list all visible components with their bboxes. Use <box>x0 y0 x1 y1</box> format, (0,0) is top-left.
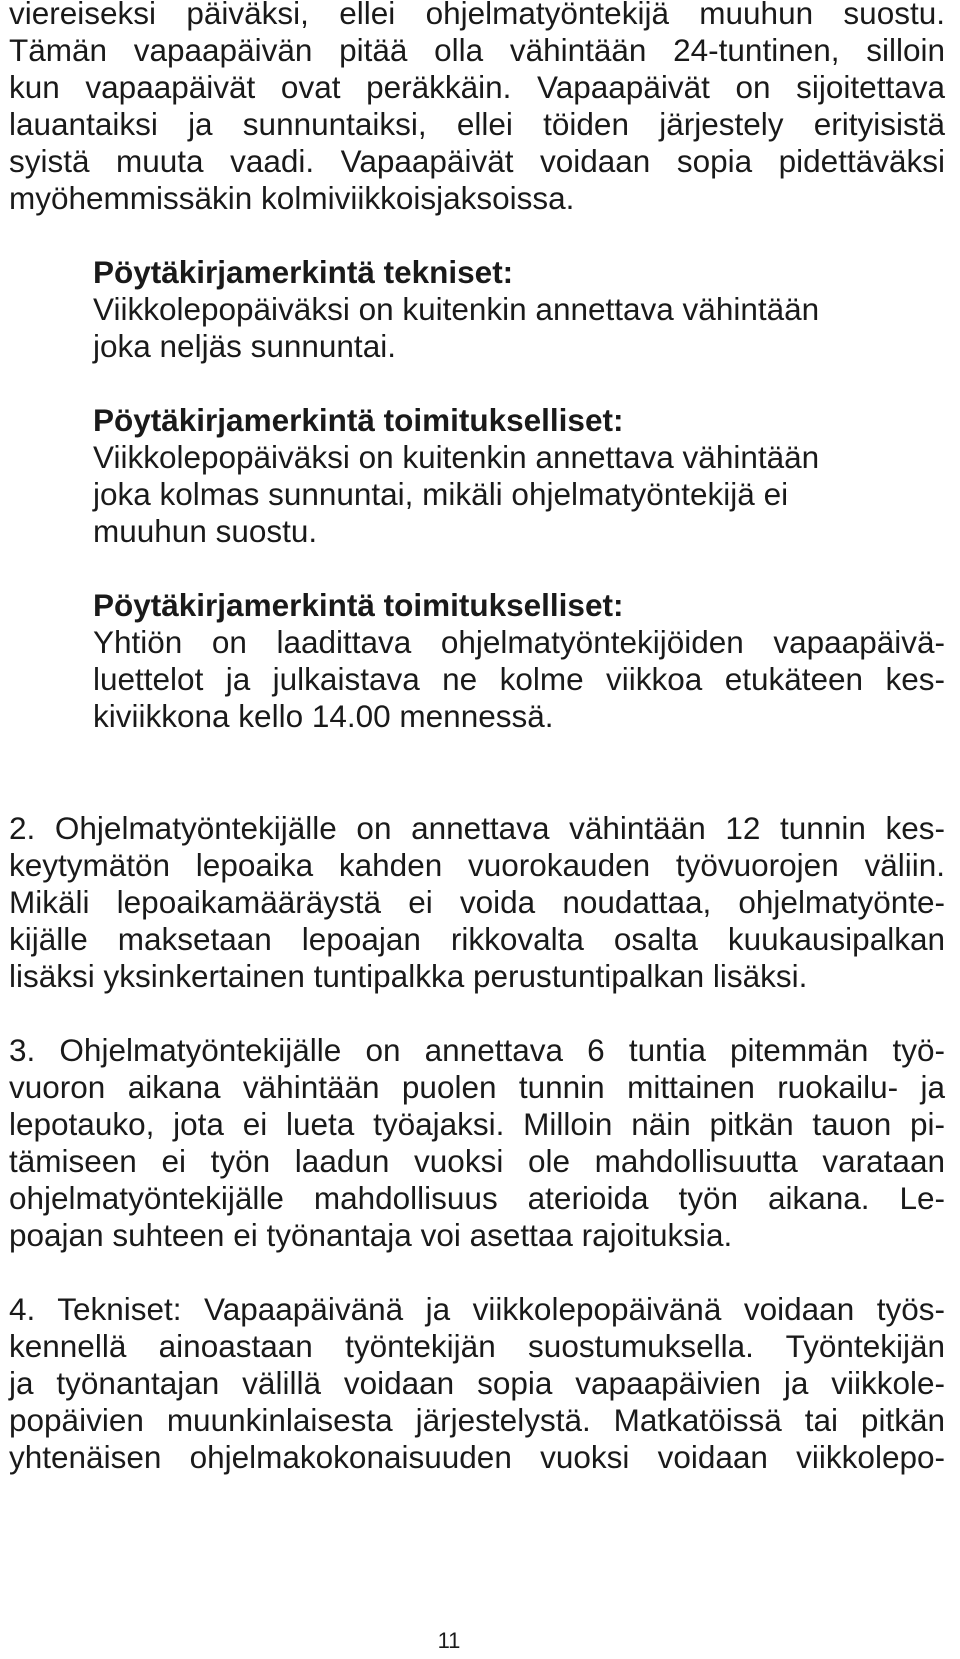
note-line: Viikkolepopäiväksi on kuitenkin annettava vähintään <box>93 291 820 327</box>
text-line: ohjelmatyöntekijälle mahdollisuus aterioida työn aikana. Le- <box>9 1180 945 1216</box>
note-line: muuhun suostu. <box>93 513 318 549</box>
note-heading: Pöytäkirjamerkintä toimitukselliset: <box>93 587 624 623</box>
page-number: 11 <box>437 1628 461 1653</box>
text-line: kennellä ainoastaan työntekijän suostumuksella. Työntekijän <box>9 1328 945 1364</box>
note-heading: Pöytäkirjamerkintä toimitukselliset: <box>93 402 624 438</box>
note-line: kiviikkona kello 14.00 mennessä. <box>93 698 554 734</box>
text-line: vuoron aikana vähintään puolen tunnin mittainen ruokailu- ja <box>9 1069 945 1105</box>
text-line: kun vapaapäivät ovat peräkkäin. Vapaapäivät on sijoitettava <box>9 69 945 105</box>
text-line: syistä muuta vaadi. Vapaapäivät voidaan sopia pidettäväksi <box>9 143 945 179</box>
text-line: yhtenäisen ohjelmakokonaisuuden vuoksi voidaan viikkolepo- <box>9 1439 945 1475</box>
text-line: 2. Ohjelmatyöntekijälle on annettava vähintään 12 tunnin kes- <box>9 810 945 846</box>
note-line: luettelot ja julkaistava ne kolme viikkoa etukäteen kes- <box>93 661 945 697</box>
text-line: myöhemmissäkin kolmiviikkoisjaksoissa. <box>9 180 575 216</box>
text-line: 3. Ohjelmatyöntekijälle on annettava 6 tuntia pitemmän työ- <box>9 1032 945 1068</box>
note-line: Yhtiön on laadittava ohjelmatyöntekijöiden vapaapäivä- <box>93 624 945 660</box>
text-line: poajan suhteen ei työnantaja voi asettaa rajoituksia. <box>9 1217 733 1253</box>
text-line: kijälle maksetaan lepoajan rikkovalta osalta kuukausipalkan <box>9 921 945 957</box>
note-line: joka neljäs sunnuntai. <box>93 328 396 364</box>
note-line: Viikkolepopäiväksi on kuitenkin annettava vähintään <box>93 439 820 475</box>
text-line: keytymätön lepoaika kahden vuorokauden työvuorojen väliin. <box>9 847 945 883</box>
text-line: 4. Tekniset: Vapaapäivänä ja viikkolepopäivänä voidaan työs- <box>9 1291 945 1327</box>
text-line: Mikäli lepoaikamääräystä ei voida noudattaa, ohjelmatyönte- <box>9 884 945 920</box>
text-line: lauantaiksi ja sunnuntaiksi, ellei töiden järjestely erityisistä <box>9 106 945 142</box>
note-line: joka kolmas sunnuntai, mikäli ohjelmatyöntekijä ei <box>93 476 789 512</box>
text-line: lepotauko, jota ei lueta työajaksi. Milloin näin pitkän tauon pi- <box>9 1106 945 1142</box>
text-line: viereiseksi päiväksi, ellei ohjelmatyöntekijä muuhun suostu. <box>9 0 945 31</box>
text-line: Tämän vapaapäivän pitää olla vähintään 24-tuntinen, silloin <box>9 32 945 68</box>
note-heading: Pöytäkirjamerkintä tekniset: <box>93 254 514 290</box>
text-line: ja työnantajan välillä voidaan sopia vapaapäivien ja viikkole- <box>9 1365 945 1401</box>
text-line: lisäksi yksinkertainen tuntipalkka perustuntipalkan lisäksi. <box>9 958 808 994</box>
text-line: tämiseen ei työn laadun vuoksi ole mahdollisuutta varataan <box>9 1143 945 1179</box>
text-line: popäivien muunkinlaisesta järjestelystä. Matkatöissä tai pitkän <box>9 1402 945 1438</box>
